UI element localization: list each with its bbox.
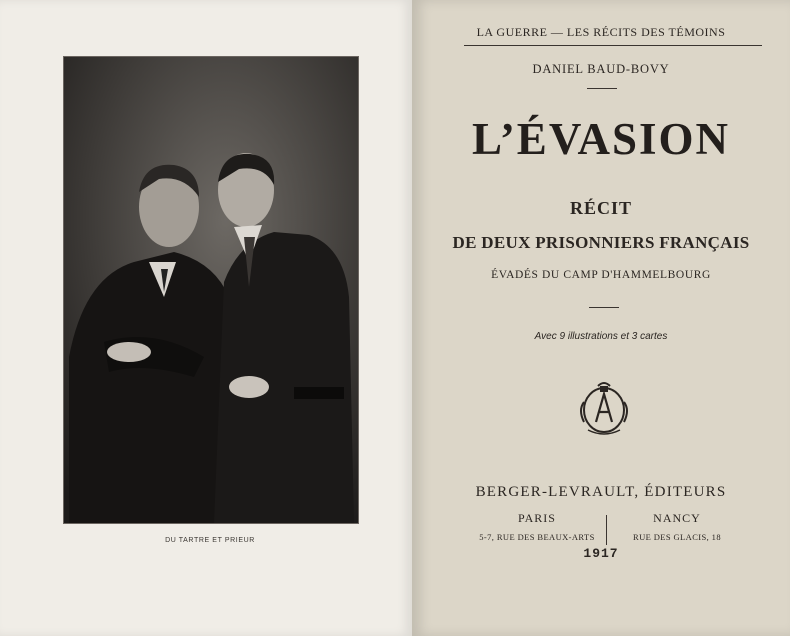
city-paris: PARIS (518, 511, 556, 525)
location-nancy (612, 511, 742, 542)
illustrations-note: Avec 9 illustrations et 3 cartes (534, 331, 668, 342)
portrait-photo (63, 56, 359, 524)
publication-year: 1917 (583, 546, 619, 561)
book-title: L’ÉVASION (471, 114, 731, 164)
location-paris (472, 511, 602, 542)
subtitle-line-2: DE DEUX PRISONNIERS FRANÇAIS (452, 233, 750, 252)
location-divider (606, 515, 607, 545)
photo-caption: DU TARTRE ET PRIEUR (165, 537, 255, 544)
title-page (412, 0, 790, 636)
publisher-emblem-icon (578, 378, 630, 438)
series-rule (464, 45, 762, 46)
author-name: DANIEL BAUD-BOVY (532, 62, 670, 76)
city-nancy: NANCY (653, 511, 701, 525)
subtitle-line-3: ÉVADÉS DU CAMP D'HAMMELBOURG (491, 269, 711, 281)
address-nancy: RUE DES GLACIS, 18 (633, 532, 721, 542)
series-title: LA GUERRE — LES RÉCITS DES TÉMOINS (476, 25, 726, 39)
subtitle-line-1: RÉCIT (569, 198, 632, 218)
publisher-name: BERGER-LEVRAULT, ÉDITEURS (475, 484, 727, 500)
subtitle-rule (589, 307, 619, 308)
address-paris: 5-7, RUE DES BEAUX-ARTS (479, 532, 595, 542)
author-rule (587, 88, 617, 89)
